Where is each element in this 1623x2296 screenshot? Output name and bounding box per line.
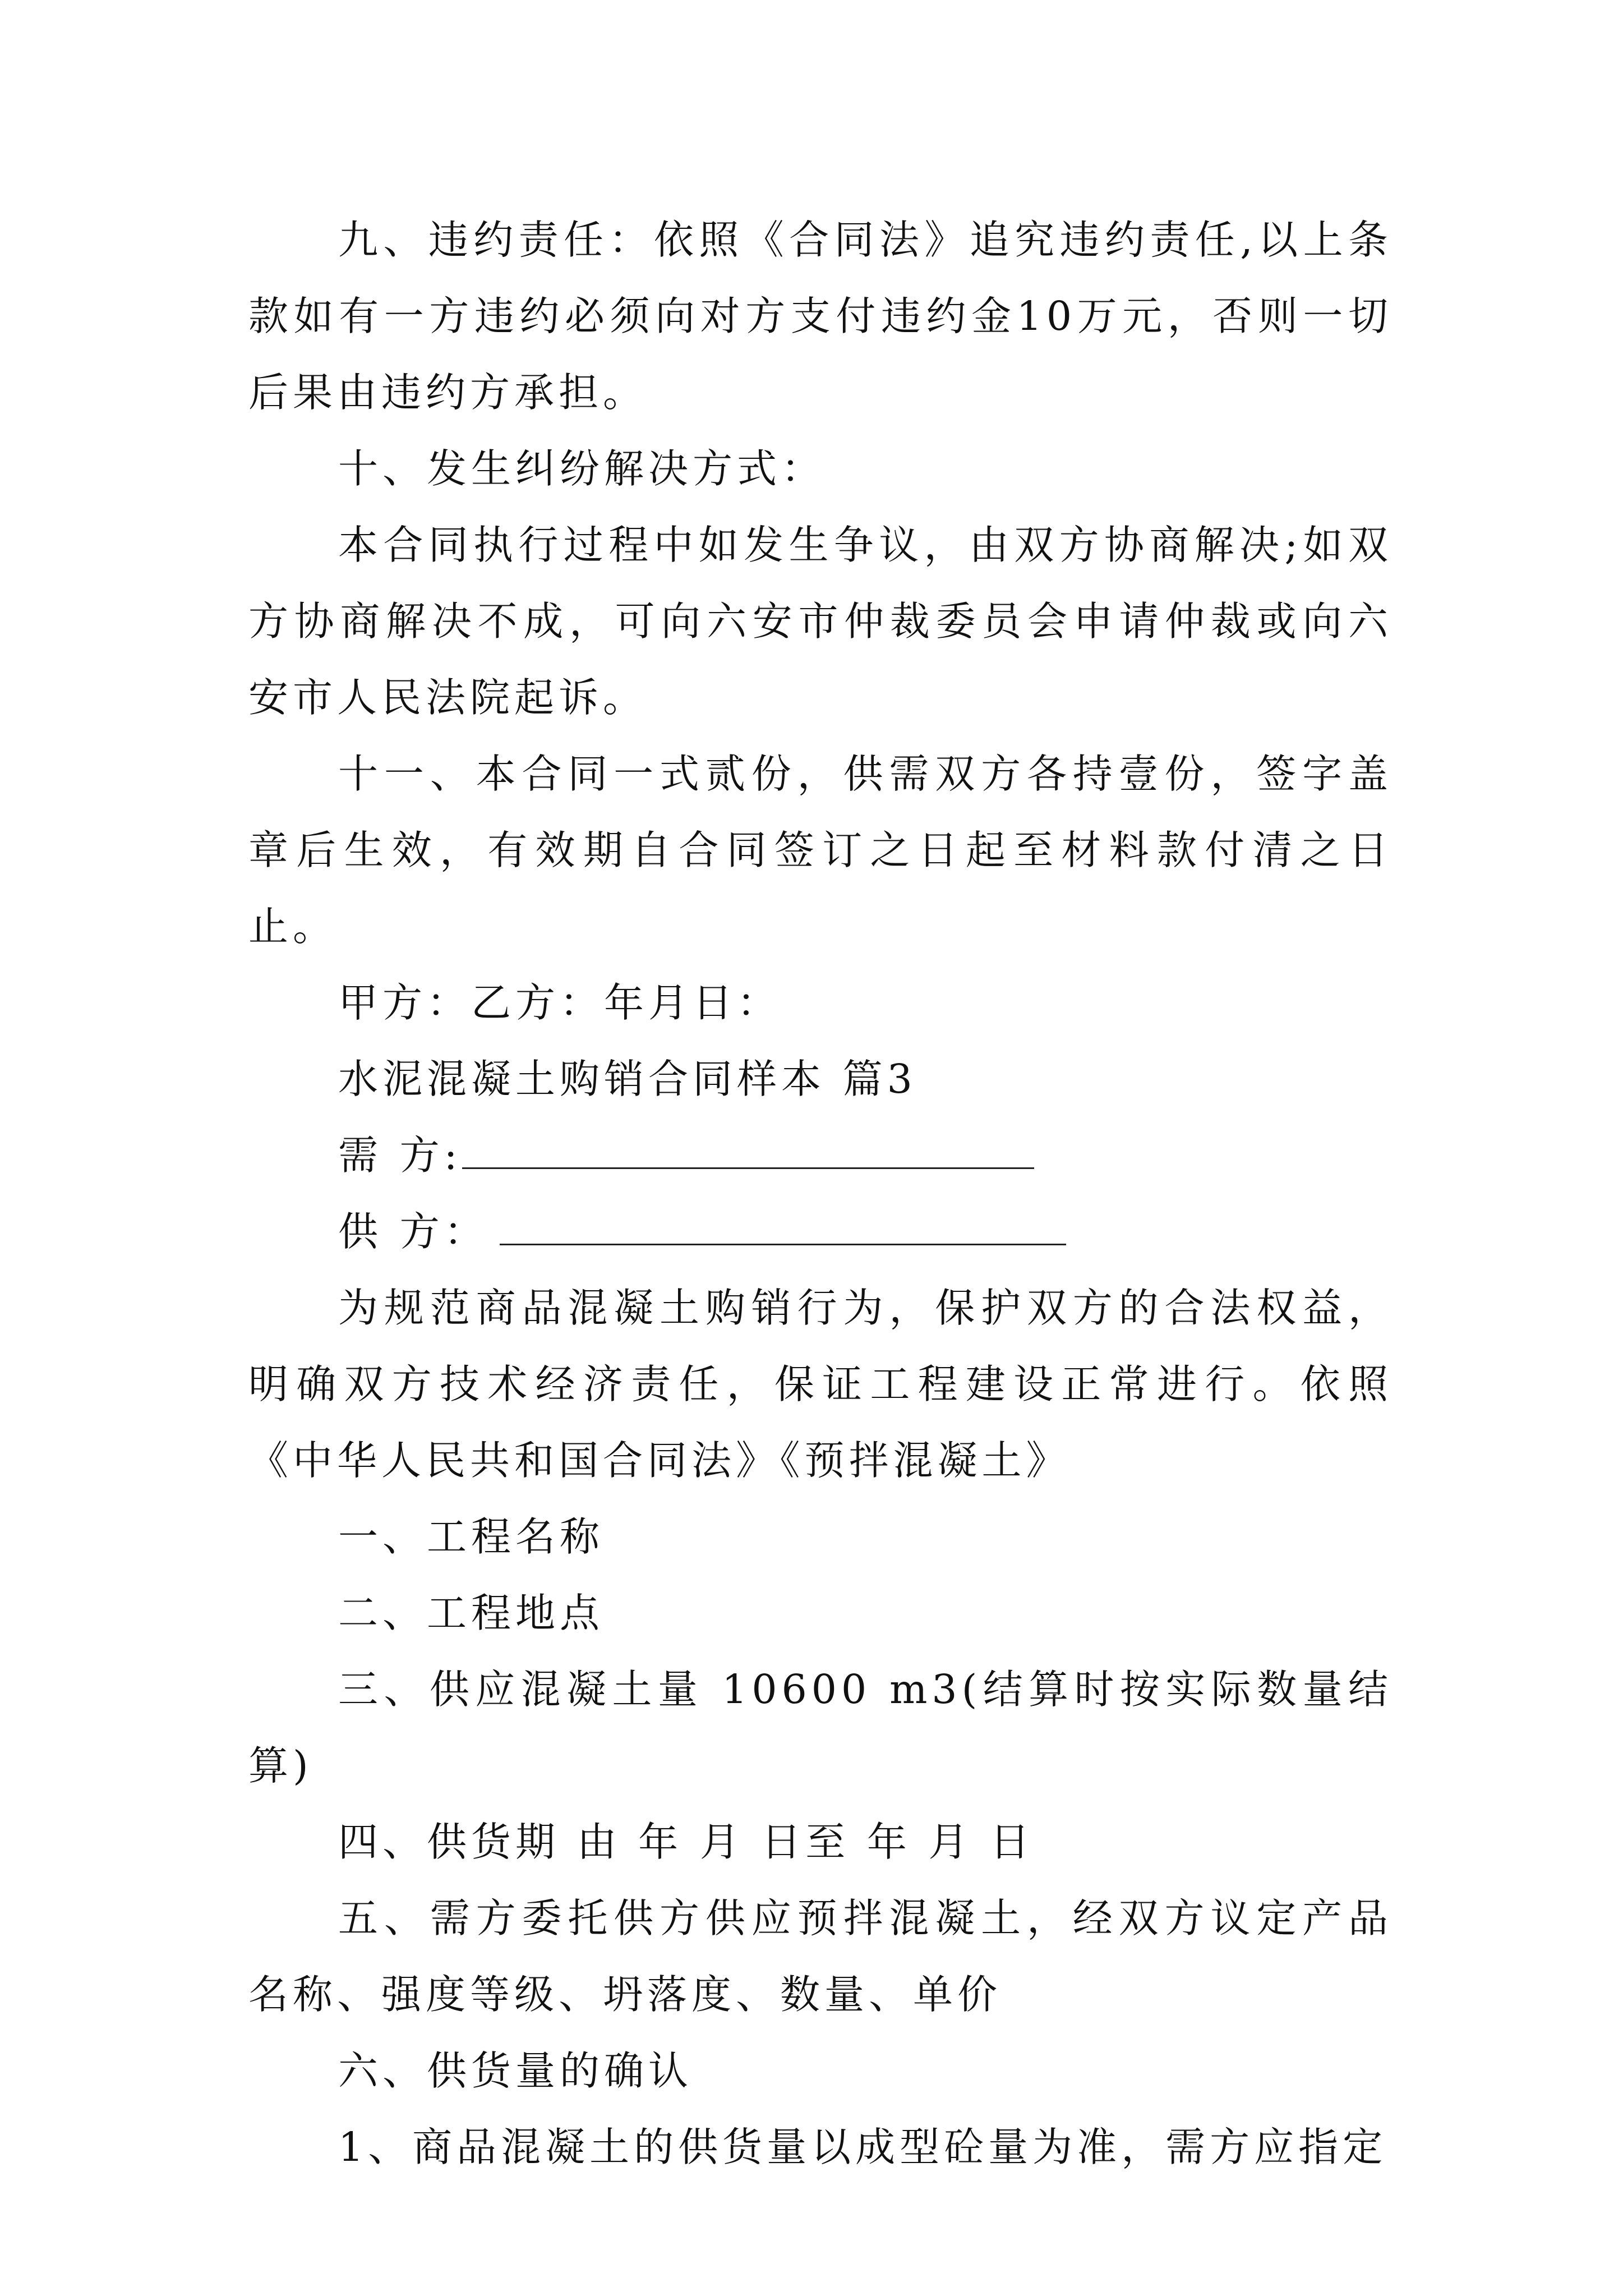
clause-9: 九、违约责任：依照《合同法》追究违约责任,以上条款如有一方违约必须向对方支付违约金10万元，否则一切后果由违约方承担。	[248, 217, 1393, 416]
signature-line: 甲方：乙方：年月日：	[338, 979, 782, 1026]
item-6-quantity-confirmation: 六、供货量的确认	[338, 2047, 693, 2094]
demand-party-line	[248, 1117, 1393, 1194]
item-1-project-name: 一、工程名称	[338, 1513, 605, 1560]
clause-10-body: 本合同执行过程中如发生争议，由双方协商解决;如双方协商解决不成，可向六安市仲裁委员会申请仲裁或向六安市人民法院起诉。	[248, 522, 1393, 721]
section-title: 水泥混凝土购销合同样本 篇3	[338, 1056, 917, 1102]
supply-party-line	[248, 1194, 1393, 1270]
demand-party-blank	[462, 1134, 1034, 1169]
item-2-project-location: 二、工程地点	[338, 1590, 605, 1636]
supply-party-blank	[500, 1210, 1066, 1245]
supply-party-label: 供 方：	[338, 1208, 488, 1255]
clause-10-heading: 十、发生纠纷解决方式：	[338, 445, 826, 492]
item-5-product-spec: 五、需方委托供方供应预拌混凝土，经双方议定产品名称、强度等级、坍落度、数量、单价	[248, 1895, 1393, 2018]
item-4-supply-period: 四、供货期 由 年 月 日至 年 月 日	[338, 1819, 1034, 1865]
document-body	[248, 202, 1393, 2185]
item-3-concrete-quantity: 三、供应混凝土量 10600 m3(结算时按实际数量结算)	[248, 1666, 1393, 1789]
item-6-sub-1: 1、商品混凝土的供货量以成型砼量为准，需方应指定	[338, 2124, 1387, 2170]
demand-party-label: 需 方:	[338, 1132, 462, 1179]
clause-11: 十一、本合同一式贰份，供需双方各持壹份，签字盖章后生效，有效期自合同签订之日起至材料款付清之日止。	[248, 751, 1393, 950]
preamble: 为规范商品混凝土购销行为，保护双方的合法权益，明确双方技术经济责任，保证工程建设正常进行。依照《中华人民共和国合同法》《预拌混凝土》	[248, 1285, 1393, 1484]
